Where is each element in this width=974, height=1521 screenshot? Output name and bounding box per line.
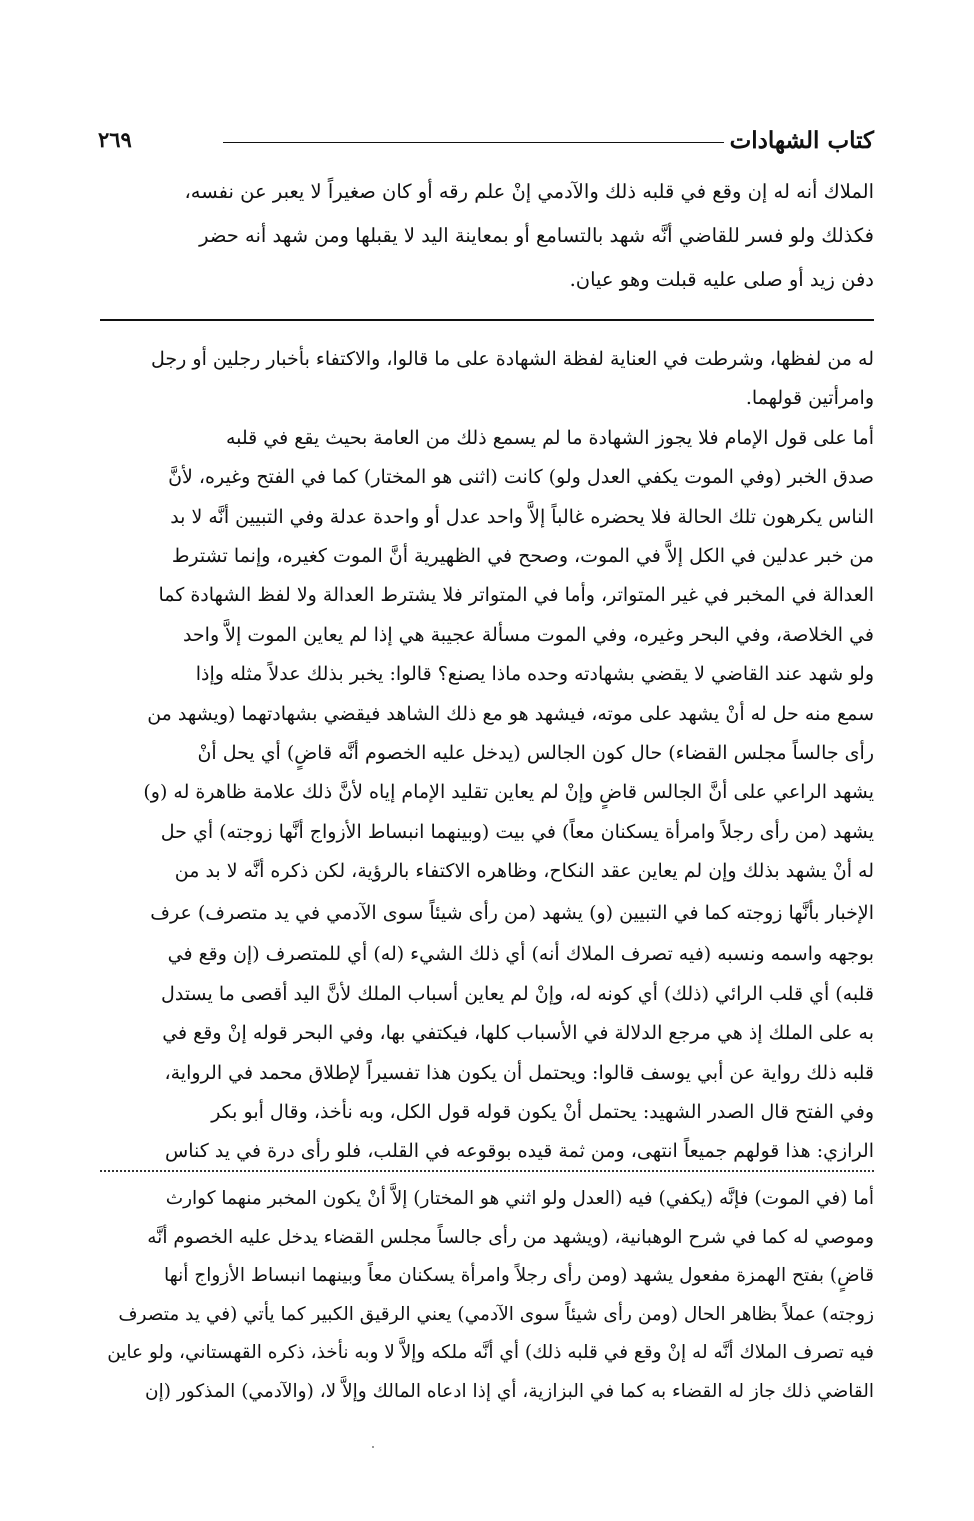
commentary-line: رأى جالساً مجلس القضاء) حال كون الجالس (يدخل عليه الخصوم أنَّه قاضٍ) أي يحل أنْ: [197, 741, 874, 764]
footnote: [100, 1180, 874, 1411]
commentary-line: وامرأتين قولهما.: [745, 387, 874, 410]
commentary-line: وفي الفتح قال الصدر الشهيد: يحتمل أنْ يكون قوله قول الكل، وبه نأخذ، وقال أبو بكر: [211, 1101, 874, 1124]
commentary-line: الإخبار بأنَّها زوجته كما في التبيين (و) يشهد (من رأى شيئاً سوى الآدمي في يد متصرف) عرف: [150, 902, 874, 925]
footnote-line: فيه تصرف الملاك أنَّه له إنْ وقع في قلبه ذلك) أي أنَّه ملكه وإلاَّ لا وبه نأخذ، ذكره القهستاني، ولو عاين: [107, 1342, 874, 1363]
footnote-line: أما (في الموت) فإنَّه (يكفي) فيه (العدل ولو اثني هو المختار) إلاَّ أنْ يكون المخبر منهما كوارث: [165, 1188, 874, 1209]
footnote-line: زوجته) عملاً بظاهر الحال (ومن رأى شيئاً سوى الآدمي) يعني الرقيق الكبير كما يأتي (في يد متصرف: [118, 1303, 874, 1325]
main-text: [100, 170, 874, 302]
commentary-line: من خبر عدلين في الكل إلاَّ في الموت، وصحح في الظهيرية أنَّ الموت كغيره، وإنما تشترط: [171, 544, 874, 567]
commentary-line: العدالة في المخبر في غير المتواتر، وأما في المتواتر فلا يشترط العدالة ولا لفظ الشهادة كما: [158, 584, 874, 607]
page-header: [98, 123, 874, 157]
main-text-line: دفن زيد أو صلى عليه قبلت وهو عيان.: [569, 268, 874, 291]
commentary-line: له من لفظها، وشرطت في العناية لفظة الشهادة على ما قالوا، والاكتفاء بأخبار رجلين أو رجل: [151, 348, 874, 370]
commentary-line: به على الملك إذ هي مرجع الدلالة في الأسباب كلها، فيكتفي بها، وفي البحر قوله إنْ وقع في: [162, 1022, 874, 1045]
commentary-line: سمع منه حل له أنْ يشهد على موته، فيشهد هو مع ذلك الشاهد فيقضي بشهادتهما (ويشهد من: [147, 702, 874, 725]
main-text-line: فكذلك ولو فسر للقاضي أنَّه شهد بالتسامع أو بمعاينة اليد لا يقبلها ومن شهد أنه حضر: [199, 224, 874, 247]
commentary-line: الرازي: هذا قولهم جميعاً انتهى، ومن ثمة قيده بوقوعه في القلب، فلو رأى درة في يد كناس: [165, 1140, 874, 1163]
commentary-line: يشهد الراعي على أنَّ الجالس قاضٍ وإنْ لم يعاين تقليد الإمام إياه لأنَّ ذلك علامة ظاهرة له (و): [143, 781, 874, 804]
footnote-line: قاضٍ) بفتح الهمزة مفعول يشهد (ومن رأى رجلاً وامرأة يسكنان معاً وبينهما انبساط الأزواج أنها: [163, 1265, 874, 1286]
commentary-line: قلبه ذلك رواية عن أبي يوسف قالوا: ويحتمل أن يكون هذا تفسيراً لإطلاق محمد في الرواية،: [164, 1061, 874, 1084]
commentary-line: له أنْ يشهد بذلك وإن لم يعاين عقد النكاح، وظاهره الاكتفاء بالرؤية، لكن ذكره أنَّه لا بد من: [174, 860, 874, 883]
commentary-line: أما على قول الإمام فلا يجوز الشهادة ما لم يسمع ذلك من العامة بحيث يقع في قلبه: [225, 426, 874, 449]
footnote-line: وموصي له كما في شرح الوهبانية، (ويشهد من رأى جالساً مجلس القضاء يدخل عليه الخصوم أنَّه: [147, 1226, 874, 1248]
commentary-line: قلبه) أي قلب الرائي (ذلك) أي كونه له، وإنْ لم يعاين أسباب الملك لأنَّ اليد أقصى ما يستدل: [161, 982, 874, 1005]
main-text-separator: [100, 319, 874, 321]
footnote-separator: [100, 1170, 874, 1172]
commentary-line: يشهد (من رأى رجلاً وامرأة يسكنان معاً) في بيت (وبينهما انبساط الأزواج أنَّها زوجته) أي حل: [160, 820, 874, 843]
main-text-line: الملاك أنه له إن وقع في قلبه ذلك والآدمي إنْ علم رقه أو كان صغيراً لا يعبر عن نفسه،: [184, 180, 874, 203]
commentary-line: ولو شهد عند القاضي لا يقضي بشهادته وحده ماذا يصنع؟ قالوا: يخبر بذلك عدلاً مثله وإذا: [195, 663, 874, 686]
commentary-line: بوجهه واسمه ونسبه (فيه تصرف الملاك أنه) أي ذلك الشيء (له) أي للمتصرف (إن وقع في: [167, 943, 874, 966]
commentary-line: في الخلاصة، وفي البحر وغيره، وفي الموت مسألة عجيبة هي إذا لم يعاين الموت إلاَّ واحد: [182, 623, 874, 646]
commentary-line: صدق الخبر (وفي الموت يكفي العدل ولو) كانت (اثنى هو المختار) كما في الفتح وغيره، لأنَّ: [168, 466, 874, 489]
header-rule: [223, 142, 724, 143]
footnote-line: القاضي ذلك جاز له القضاء به كما في البزازية، أي إذا ادعاه المالك وإلاَّ لا، (والآدمي) المذكور (إن: [145, 1380, 874, 1402]
commentary-line: الناس يكرهون تلك الحالة فلا يحضره غالباً إلاَّ واحد عدل أو واحدة عدلة وفي التبيين أنَّه لا بد: [170, 505, 874, 528]
scan-speck: [372, 1446, 374, 1448]
chapter-title: كتاب الشهادات: [729, 127, 874, 154]
page-number: ٢٦٩: [98, 127, 132, 152]
commentary: [100, 340, 874, 1172]
